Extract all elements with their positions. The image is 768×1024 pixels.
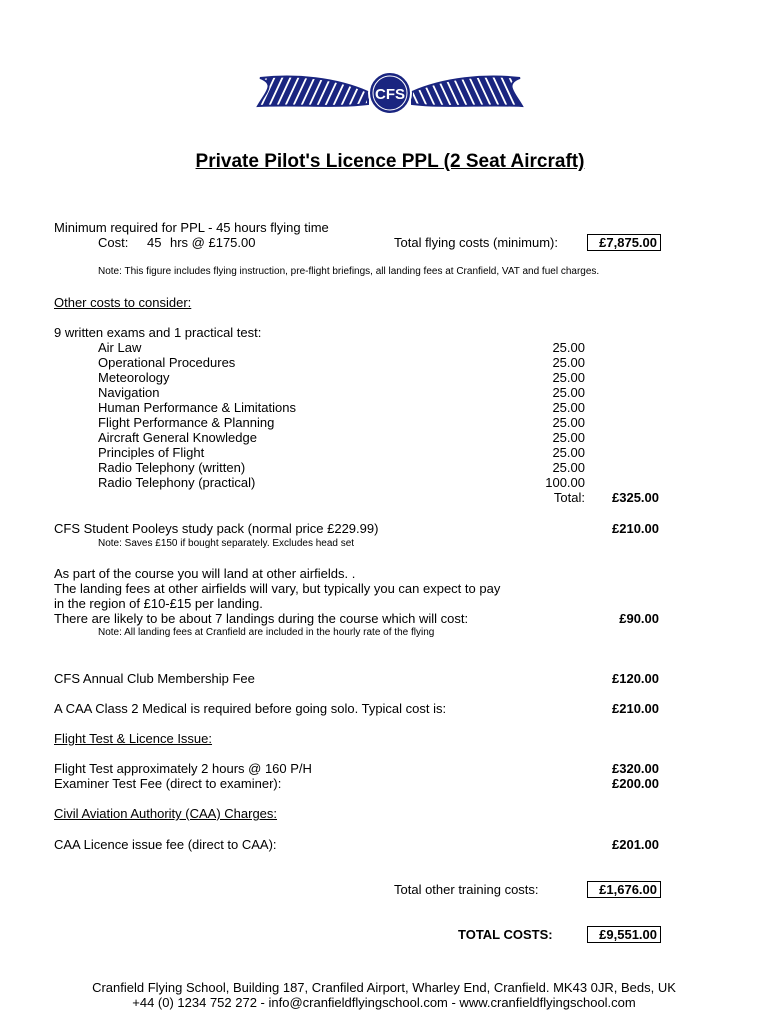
exam-value: 25.00 bbox=[552, 400, 585, 415]
flight-test-label: Flight Test approximately 2 hours @ 160 P/H bbox=[54, 761, 312, 776]
landing-line-4: There are likely to be about 7 landings during the course which will cost: bbox=[54, 611, 469, 626]
other-training-total-value: £1,676.00 bbox=[587, 881, 661, 898]
flying-note: Note: This figure includes flying instruction, pre-flight briefings, all landing fees at Cranfield, VAT and fuel charges. bbox=[98, 266, 600, 277]
exams-total-label: Total: bbox=[553, 490, 585, 505]
exam-value: 100.00 bbox=[545, 475, 585, 490]
exam-value: 25.00 bbox=[552, 370, 585, 385]
pooleys-value: £210.00 bbox=[612, 521, 659, 536]
exam-label: Principles of Flight bbox=[98, 445, 205, 460]
examiner-fee-value: £200.00 bbox=[612, 776, 659, 791]
exam-label: Radio Telephony (practical) bbox=[98, 475, 256, 490]
flying-rate: hrs @ £175.00 bbox=[170, 235, 256, 250]
logo-text: CFS bbox=[375, 86, 405, 103]
exam-value: 25.00 bbox=[552, 340, 585, 355]
other-costs-heading: Other costs to consider: bbox=[54, 295, 192, 310]
flying-hours: 45 bbox=[147, 235, 162, 250]
landing-line-3: in the region of £10-£15 per landing. bbox=[54, 596, 263, 611]
exam-value: 25.00 bbox=[552, 415, 585, 430]
exam-label: Aircraft General Knowledge bbox=[98, 430, 257, 445]
flying-total-value: £7,875.00 bbox=[587, 234, 661, 251]
other-training-total-label: Total other training costs: bbox=[394, 882, 539, 897]
flight-test-heading: Flight Test & Licence Issue: bbox=[54, 731, 213, 746]
medical-value: £210.00 bbox=[612, 701, 659, 716]
flight-test-value: £320.00 bbox=[612, 761, 659, 776]
caa-fee-value: £201.00 bbox=[612, 837, 659, 852]
exam-label: Meteorology bbox=[98, 370, 170, 385]
medical-label: A CAA Class 2 Medical is required before going solo. Typical cost is: bbox=[54, 701, 447, 716]
exam-label: Radio Telephony (written) bbox=[98, 460, 246, 475]
landing-note: Note: All landing fees at Cranfield are included in the hourly rate of the flying bbox=[98, 627, 435, 638]
exam-value: 25.00 bbox=[552, 355, 585, 370]
exams-total-value: £325.00 bbox=[612, 490, 659, 505]
page-title: Private Pilot's Licence PPL (2 Seat Aircraft) bbox=[195, 151, 585, 172]
exam-label: Flight Performance & Planning bbox=[98, 415, 275, 430]
exams-heading: 9 written exams and 1 practical test: bbox=[54, 325, 262, 340]
exam-label: Human Performance & Limitations bbox=[98, 400, 296, 415]
footer-address: Cranfield Flying School, Building 187, Cranfiled Airport, Wharley End, Cranfield. MK43 0JR, Beds, UK bbox=[92, 980, 676, 995]
flying-intro: Minimum required for PPL - 45 hours flying time bbox=[54, 220, 329, 235]
exam-value: 25.00 bbox=[552, 445, 585, 460]
pooleys-note: Note: Saves £150 if bought separately. Excludes head set bbox=[98, 538, 355, 549]
caa-heading: Civil Aviation Authority (CAA) Charges: bbox=[54, 806, 278, 821]
cost-label: Cost: bbox=[98, 235, 129, 250]
pooleys-label: CFS Student Pooleys study pack (normal price £229.99) bbox=[54, 521, 379, 536]
membership-value: £120.00 bbox=[612, 671, 659, 686]
exam-label: Air Law bbox=[98, 340, 142, 355]
grand-total-value: £9,551.00 bbox=[587, 926, 661, 943]
exam-value: 25.00 bbox=[552, 460, 585, 475]
membership-label: CFS Annual Club Membership Fee bbox=[54, 671, 255, 686]
cfs-wings-logo bbox=[256, 70, 524, 116]
examiner-fee-label: Examiner Test Fee (direct to examiner): bbox=[54, 776, 282, 791]
exam-label: Navigation bbox=[98, 385, 160, 400]
exam-value: 25.00 bbox=[552, 385, 585, 400]
grand-total-label: TOTAL COSTS: bbox=[458, 927, 553, 942]
landing-line-1: As part of the course you will land at other airfields. . bbox=[54, 566, 356, 581]
landing-value: £90.00 bbox=[619, 611, 659, 626]
flying-total-label: Total flying costs (minimum): bbox=[394, 235, 558, 250]
caa-fee-label: CAA Licence issue fee (direct to CAA): bbox=[54, 837, 277, 852]
footer-contact: +44 (0) 1234 752 272 - info@cranfieldflyingschool.com - www.cranfieldflyingschool.com bbox=[132, 995, 636, 1010]
exam-label: Operational Procedures bbox=[98, 355, 236, 370]
landing-line-2: The landing fees at other airfields will vary, but typically you can expect to pay bbox=[54, 581, 501, 596]
exam-value: 25.00 bbox=[552, 430, 585, 445]
